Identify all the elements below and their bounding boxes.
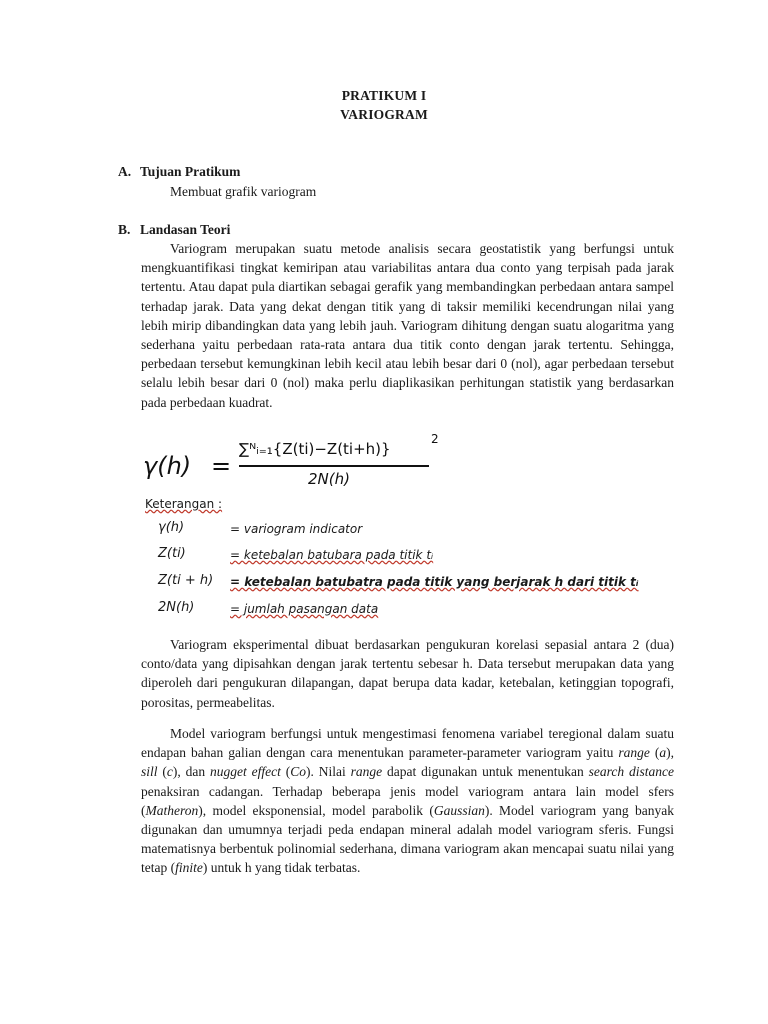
text-run: penaksiran cadangan. Terhadap beberapa jenis model variogram antara lain model sfers (: [141, 783, 674, 818]
term-search-distance: search distance: [588, 764, 674, 780]
term-matheron: Matheron: [145, 802, 199, 818]
section-a-text: Membuat grafik variogram: [170, 184, 317, 199]
keterangan-definition: = jumlah pasangan data: [230, 602, 379, 616]
text-run: Model variogram berfungsi untuk mengestimasi fenomena variabel teregional dalam suatu endapan bahan galian dengan cara menentukan parameter-parameter variogram yaitu: [141, 726, 674, 761]
term-co: Co: [290, 764, 306, 780]
text-run: ). Model variogram yang banyak digunakan dan umumnya terjadi peda endapan mineral adalah model variogram sferis. Fungsi matematisnya berbentuk polinomial sederhana, dimana variogram akan mencapai suatu nilai yang tetap (: [141, 802, 674, 876]
section-a-heading: [118, 164, 240, 180]
keterangan-symbol: γ(h): [158, 520, 185, 535]
keterangan-row: [158, 600, 598, 622]
section-b-title: Landasan Teori: [140, 222, 231, 237]
section-b-letter: B.: [118, 222, 131, 237]
keterangan-title: Keterangan :: [145, 497, 223, 511]
term-finite: finite: [175, 860, 203, 876]
formula-numerator: ∑ᴺᵢ₌₁{Z(ti)−Z(ti+h)}: [239, 440, 391, 458]
term-sill: sill: [141, 764, 158, 780]
keterangan-row: [158, 546, 598, 568]
formula-lhs: γ(h): [143, 452, 192, 480]
term-c: c: [166, 764, 173, 780]
text-run: (: [157, 764, 167, 780]
term-gaussian: Gaussian: [433, 802, 485, 818]
section-a-letter: A.: [118, 164, 132, 179]
keterangan-row: [158, 573, 639, 595]
formula-denominator: 2N(h): [308, 470, 350, 488]
keterangan-symbol: 2N(h): [158, 600, 195, 615]
variogram-formula: [143, 432, 443, 498]
formula-equals: =: [211, 452, 232, 480]
keterangan-definition: = ketebalan batubatra pada titik yang berjarak h dari titik tᵢ: [230, 575, 639, 589]
text-run: ). Nilai: [305, 764, 351, 780]
formula-exponent: 2: [431, 432, 439, 446]
text-run: (: [649, 745, 660, 761]
term-nugget-effect: nugget effect: [210, 764, 281, 780]
text-run: ) untuk h yang tidak terbatas.: [202, 860, 361, 876]
text-run: ), model eksponensial, model parabolik (: [198, 802, 434, 818]
term-range: range: [618, 745, 650, 761]
text-run: ),: [666, 745, 674, 761]
doc-title-line1: PRATIKUM I: [341, 88, 427, 103]
fraction-bar: [239, 465, 429, 467]
paragraph-model-variogram: [141, 724, 674, 878]
text-run: ), dan: [172, 764, 210, 780]
text-run: dapat digunakan untuk menentukan: [382, 764, 589, 780]
doc-title-line2: VARIOGRAM: [340, 107, 428, 122]
term-a: a: [659, 745, 667, 761]
keterangan-definition: = variogram indicator: [230, 522, 363, 536]
keterangan-symbol: Z(ti + h): [158, 573, 214, 588]
term-range: range: [350, 764, 383, 780]
keterangan-symbol: Z(ti): [158, 546, 186, 561]
section-b-heading: [118, 222, 230, 238]
paragraph-variogram-eksperimental: Variogram eksperimental dibuat berdasarkan pengukuran korelasi sepasial antara 2 (dua) conto/data yang dipisahkan dengan jarak tertentu sebesar h. Data tersebut merupakan data yang diperoleh dari pengukuran dilapangan, dapat berupa data kadar, ketebalan, ketinggian topografi, porositas, permeabelitas.: [141, 637, 674, 710]
keterangan-definition: = ketebalan batubara pada titik tᵢ: [230, 548, 434, 562]
section-b-paragraph: Variogram merupakan suatu metode analisis secara geostatistik yang berfungsi untuk mengkuantifikasi tingkat kemiripan atau variabilitas antara dua conto yang terpisah pada jarak tertentu. Atau dapat pula diartikan sebagai gerafik yang membandingkan perbedaan antara sampel terhadap jarak. Data yang dekat dengan titik yang di taksir memiliki kecendrungan nilai yang lebih mirip dibandingkan data yang lebih jauh. Variogram dihitung dengan suatu alogaritma yang sederhana yaitu perbedaan rata-rata antara dua titik conto dengan jarak tertentu. Sehingga, perbedaan tersebut kemungkinan lebih kecil atau lebih besar dari 0 (nol), agar perbedaan tersebut selalu lebih besar dari 0 (nol) maka perlu diaplikasikan perhitungan statistik yang berdasarkan pada perbedaan kuadrat.: [141, 241, 674, 410]
keterangan-row: [158, 520, 598, 542]
section-a-title: Tujuan Pratikum: [140, 164, 241, 179]
text-run: (: [280, 764, 291, 780]
